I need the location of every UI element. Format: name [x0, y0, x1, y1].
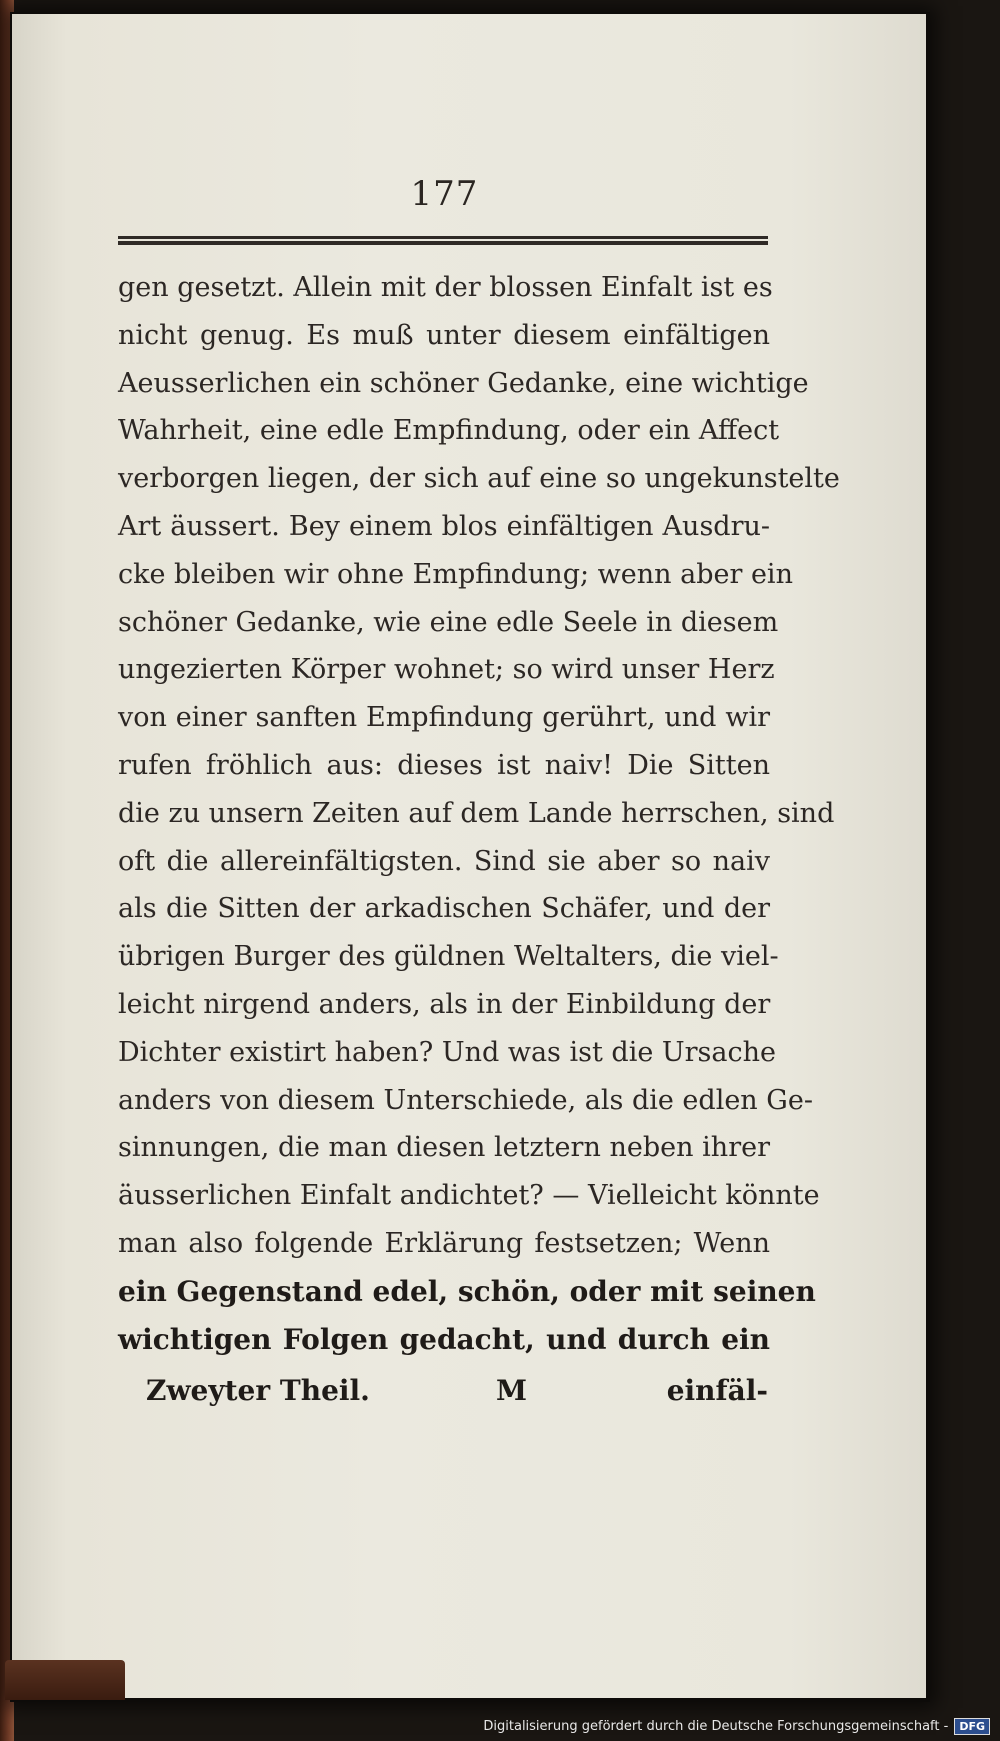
- sheet-mark: M: [496, 1374, 527, 1407]
- text-line-emphasis: wichtigen Folgen gedacht, und durch ein: [118, 1322, 770, 1356]
- text-line: die zu unsern Zeiten auf dem Lande herrschen, sind: [118, 797, 835, 829]
- text-line: leicht nirgend anders, als in der Einbildung der: [118, 988, 771, 1020]
- text-line: nicht genug. Es muß unter diesem einfältigen: [118, 319, 770, 351]
- text-line: ungezierten Körper wohnet; so wird unser Herz: [118, 654, 775, 686]
- text-line: oft die allereinfältigsten. Sind sie aber so naiv: [118, 845, 770, 877]
- header-rule: [118, 236, 768, 245]
- book-page: [12, 14, 926, 1698]
- text-line: Art äussert. Bey einem blos einfältigen Ausdru-: [118, 510, 770, 542]
- text-line: Wahrheit, eine edle Empfindung, oder ein Affect: [118, 415, 780, 447]
- text-line: sinnungen, die man diesen letztern neben ihrer: [118, 1132, 770, 1164]
- catchword: einfäl-: [666, 1374, 768, 1407]
- text-line: Aeusserlichen ein schöner Gedanke, eine wichtige: [118, 367, 809, 399]
- credit-text: Digitalisierung gefördert durch die Deutsche Forschungsgemeinschaft -: [483, 1718, 949, 1734]
- text-line: verborgen liegen, der sich auf eine so ungekunstelte: [118, 463, 840, 495]
- text-line: übrigen Burger des güldnen Weltalters, die viel-: [118, 941, 779, 973]
- text-line: Dichter existirt haben? Und was ist die Ursache: [118, 1036, 776, 1068]
- text-line: gen gesetzt. Allein mit der blossen Einfalt ist es: [118, 272, 773, 303]
- book-corner: [5, 1660, 125, 1700]
- body-text: [118, 264, 840, 1363]
- text-line: als die Sitten der arkadischen Schäfer, und der: [118, 893, 770, 925]
- text-line: anders von diesem Unterschiede, als die edlen Ge-: [118, 1084, 813, 1116]
- volume-signature: Zweyter Theil.: [146, 1374, 370, 1407]
- text-line: man also folgende Erklärung festsetzen; Wenn: [118, 1227, 770, 1259]
- text-line-emphasis: ein Gegenstand edel, schön, oder mit seinen: [118, 1274, 816, 1308]
- text-line: cke bleiben wir ohne Empfindung; wenn aber ein: [118, 558, 793, 590]
- page-footer: [146, 1374, 768, 1422]
- text-line: schöner Gedanke, wie eine edle Seele in diesem: [118, 606, 779, 638]
- text-line: von einer sanften Empfindung gerührt, und wir: [118, 702, 770, 734]
- text-line: äusserlichen Einfalt andichtet? — Vielleicht könnte: [118, 1180, 820, 1212]
- digitization-credit: [483, 1715, 990, 1737]
- dfg-logo: DFG: [954, 1718, 990, 1735]
- page-number: 177: [410, 174, 479, 214]
- text-line: rufen fröhlich aus: dieses ist naiv! Die Sitten: [118, 749, 770, 781]
